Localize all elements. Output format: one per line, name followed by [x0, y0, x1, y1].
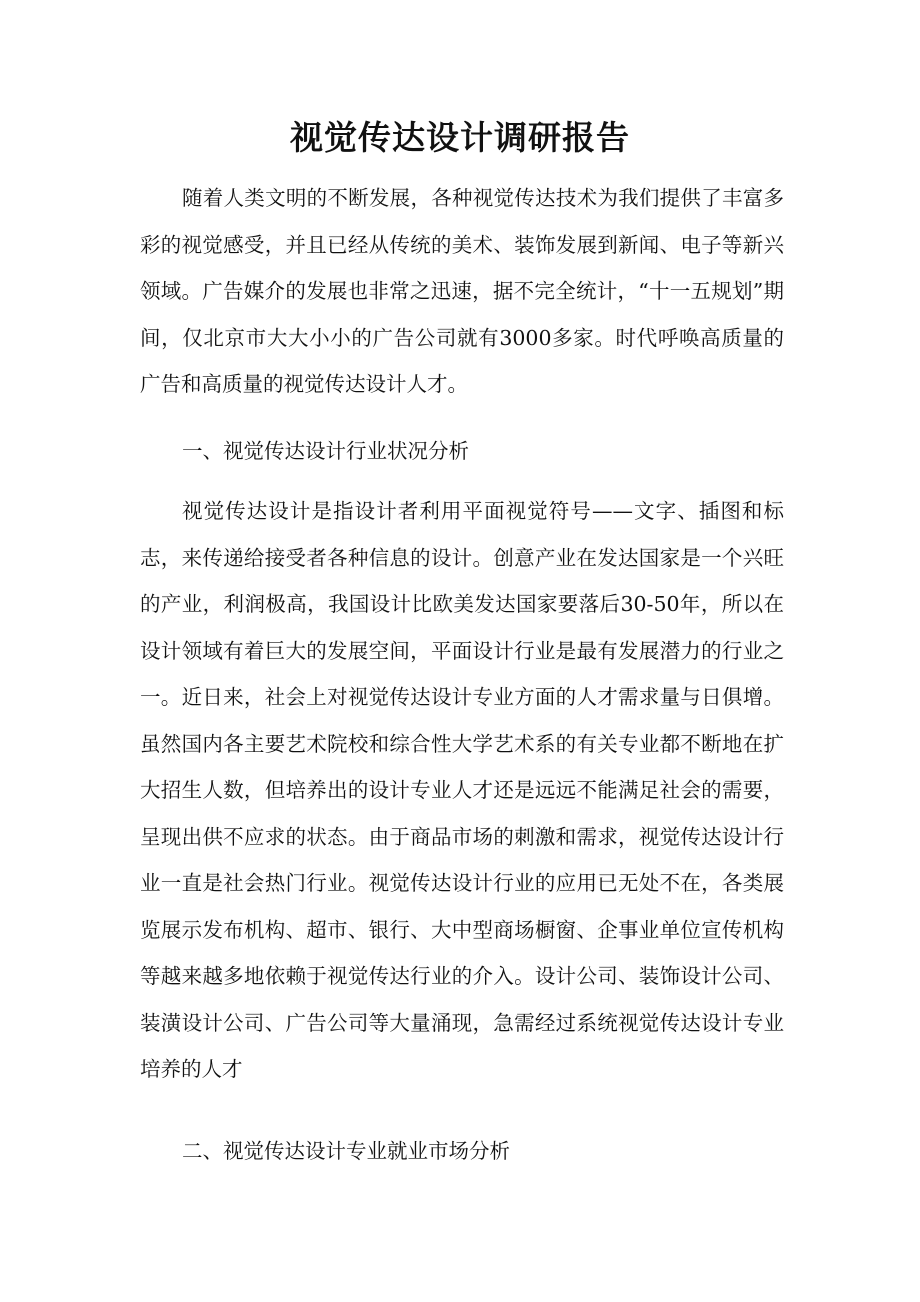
document-title: 视觉传达设计调研报告	[290, 118, 630, 157]
section-heading-employment-market: 二、视觉传达设计专业就业市场分析	[182, 1139, 510, 1163]
industry-analysis-paragraph: 视觉传达设计是指设计者利用平面视觉符号——文字、插图和标志，来传递给接受者各种信息的设计。创意产业在发达国家是一个兴旺的产业，利润极高，我国设计比欧美发达国家要落后30-50年，所以在设计领域有着巨大的发展空间，平面设计行业是最有发展潜力的行业之一。近日来，社会上对视觉传达设计专业方面的人才需求量与日俱增。虽然国内各主要艺术院校和综合性大学艺术系的有关专业都不断地在扩大招生人数，但培养出的设计专业人才还是远远不能满足社会的需要，呈现出供不应求的状态。由于商品市场的刺激和需求，视觉传达设计行业一直是社会热门行业。视觉传达设计行业的应用已无处不在，各类展览展示发布机构、超市、银行、大中型商场橱窗、企事业单位宣传机构等越来越多地依赖于视觉传达行业的介入。设计公司、装饰设计公司、装潢设计公司、广告公司等大量涌现，急需经过系统视觉传达设计专业培养的人才	[140, 499, 784, 1081]
intro-paragraph: 随着人类文明的不断发展，各种视觉传达技术为我们提供了丰富多彩的视觉感受，并且已经从传统的美术、装饰发展到新闻、电子等新兴领域。广告媒介的发展也非常之迅速，据不完全统计，“十一五规划”期间，仅北京市大大小小的广告公司就有3000多家。时代呼唤高质量的广告和高质量的视觉传达设计人才。	[140, 186, 784, 396]
section-heading-industry-analysis: 一、视觉传达设计行业状况分析	[182, 439, 469, 463]
